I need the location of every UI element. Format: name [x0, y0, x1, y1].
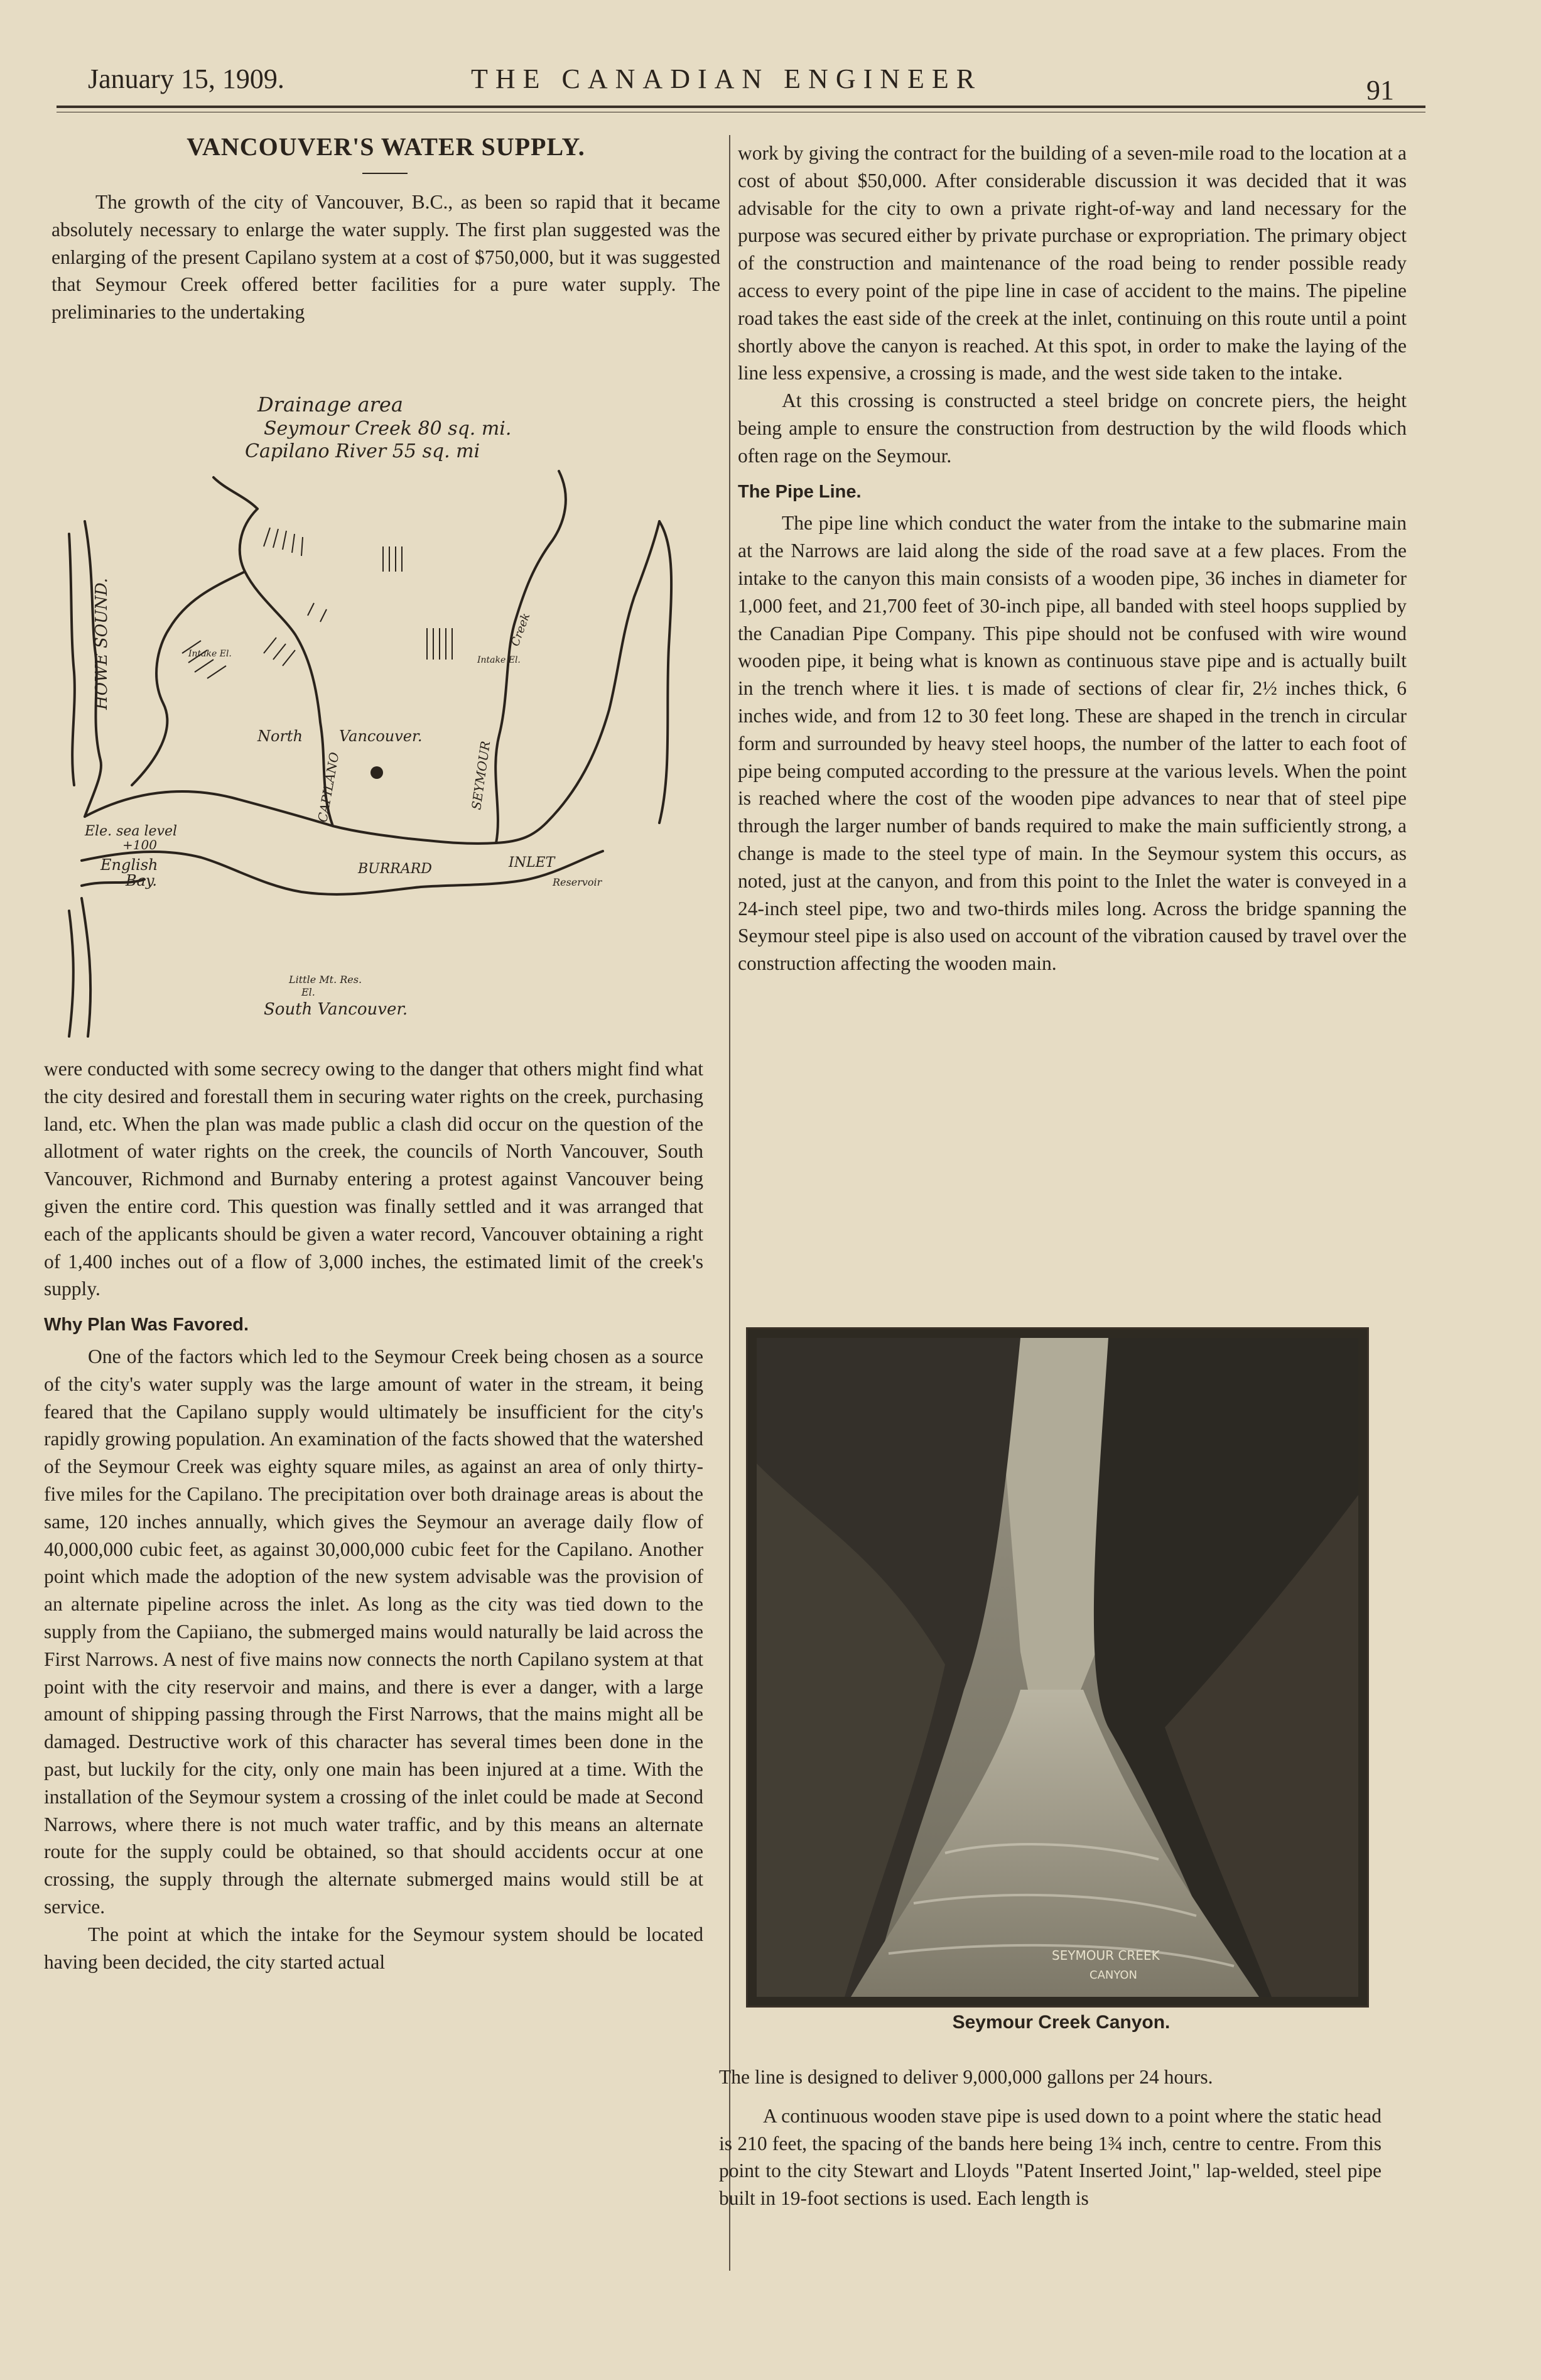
south-coast-2 — [69, 911, 73, 1036]
map-reservoir: Reservoir — [553, 876, 602, 888]
map-inlet: INLET — [509, 855, 555, 871]
left-column-intro — [51, 188, 720, 326]
howe-sound-shore-west — [69, 534, 75, 785]
capilano-upper — [214, 477, 257, 509]
left-column-body — [44, 1055, 703, 1975]
map-north: North — [257, 727, 303, 745]
map-south-vancouver: South Vancouver. — [264, 1000, 408, 1019]
south-coast — [82, 898, 90, 1036]
right-column-body — [738, 139, 1407, 977]
photo-inscription-1: SEYMOUR CREEK — [1052, 1948, 1160, 1963]
pipe-line-paragraph: The pipe line which conduct the water from the intake to the submarine main at the Narrows are laid along the side of the road save at a few places. From the intake to the canyon this main consists of a wooden pipe, 36 inches in diameter for 1,000 feet, and 21,700 feet of 30-inch pipe, all banded with steel hoops supplied by the Canadian Pipe Company. This pipe should not be confused with wire wound wooden pipe, it being what is known as continuous stave pipe and is actually built in the trench where it lies. t is made of sections of clear fir, 2½ inches thick, 6 inches wide, and from 12 to 30 feet long. These are shaped in the trench in circular form and surrounded by heavy steel hoops, the number of the latter to each foot of pipe being computed according to the pressure at the various levels. When the point is reached where the cost of the wooden pipe advances to near that of steel pipe through the larger number of bands required to make the main sufficiently strong, a change is made to the steel type of main. In the Seymour system this occurs, as noted, just at the canyon, and from this point to the Inlet the water is conveyed in a 24-inch steel pipe, two and two-thirds miles long. Across the bridge spanning the Seymour steel pipe is also used on account of the vibration caused by travel over the construction affecting the wooden main. — [738, 512, 1407, 975]
left-paragraph-1: were conducted with some secrecy owing to the danger that others might find what the city desired and forestall them in securing water rights on the creek, purchasing land, etc. When the plan was made public a clash did occur on the question of the allotment of water rights on the creek, the councils of North Vancouver, South Vancouver, Richmond and Burnaby entering a protest against Vancouver being given the entire cord. This question was finally settled and it was arranged that each of the applicants should be given a water record, Vancouver obtaining a right of 1,400 inches out of a flow of 3,000 inches, the estimated limit of the creek's supply. — [44, 1058, 703, 1300]
map-legend-seymour: Seymour Creek 80 sq. mi. — [264, 418, 512, 440]
map-creek: Creek — [508, 611, 533, 648]
column-divider — [729, 135, 730, 2271]
right-paragraph-1: work by giving the contract for the building of a seven-mile road to the location at a cost of about $50,000. After considerable discussion it was decided that it was advisable for the city to own a private right-of-way and land necessary for the purpose was secured either by private purchase or expropriation. The primary object of the construction and maintenance of the road being to render possible ready access to every point of the pipe line in case of accident to the mains. The pipeline road takes the east side of the creek at the inlet, continuing on this route until a point shortly above the canyon is reached. At this spot, in order to make the laying of the line less expensive, a crossing is made, and the west side taken to the intake. — [738, 142, 1407, 384]
section-heading-why-plan: Why Plan Was Favored. — [44, 1315, 249, 1335]
right-column-bottom — [719, 2063, 1381, 2212]
journal-title: THE CANADIAN ENGINEER — [471, 63, 983, 94]
map-intake-left: Intake El. — [188, 649, 232, 659]
map-seymour: SEYMOUR — [468, 740, 494, 811]
canyon-photo-image — [757, 1338, 1358, 1997]
capilano-west — [132, 572, 245, 785]
intake-paragraph: The point at which the intake for the Seymour system should be located having been decided, the city started actual — [44, 1923, 703, 1973]
map-english-bay-2: Bay. — [126, 872, 157, 889]
title-dash — [362, 173, 408, 174]
photo-inscription-2: CANYON — [1090, 1969, 1137, 1982]
capilano-river — [240, 509, 333, 826]
seymour-east — [546, 521, 659, 823]
photo-caption: Seymour Creek Canyon. — [952, 2012, 1171, 2033]
map-legend-title: Drainage area — [257, 393, 403, 416]
page-number: 91 — [1366, 75, 1394, 106]
canyon-photograph — [746, 1327, 1369, 2008]
running-header — [88, 63, 1394, 107]
map-sea-level: Ele. sea level — [85, 823, 178, 839]
section-heading-pipe-line: The Pipe Line. — [738, 481, 862, 502]
indian-arm — [659, 521, 671, 823]
article-title: VANCOUVER'S WATER SUPPLY. — [187, 133, 585, 161]
map-little-mt: Little Mt. Res. — [289, 974, 362, 986]
map-sea-level-2: +100 — [122, 837, 157, 852]
issue-date: January 15, 1909. — [88, 63, 284, 94]
vancouver-dot — [370, 766, 383, 779]
delivery-paragraph: The line is designed to deliver 9,000,000 gallons per 24 hours. — [719, 2066, 1213, 2088]
map-burrard: BURRARD — [358, 861, 432, 877]
right-paragraph-2: At this crossing is constructed a steel bridge on concrete piers, the height being ample to ensure the construction from destruction by the wild floods which often rage on the Seymour. — [738, 389, 1407, 467]
map-howe-sound: HOWE SOUND. — [92, 578, 111, 710]
map-little-mt-2: El. — [301, 986, 315, 998]
header-rule — [57, 106, 1425, 108]
map-vancouver: Vancouver. — [339, 727, 423, 745]
map-capilano: CAPILANO — [315, 751, 342, 823]
drainage-area-map — [57, 383, 703, 1043]
stave-pipe-paragraph: A continuous wooden stave pipe is used down to a point where the static head is 210 feet, the spacing of the bands here being 1¾ inch, centre to centre. From this point to the city Stewart and Lloyds "Patent Inserted Joint," lap-welded, steel pipe built in 19-foot sections is used. Each length is — [719, 2104, 1381, 2210]
intro-paragraph: The growth of the city of Vancouver, B.C., as been so rapid that it became absolutely necessary to enlarge the water supply. The first plan suggested was the enlarging of the present Capilano system at a cost of $750,000, but it was suggested that Seymour Creek offered better facilities for a pure water supply. The preliminaries to the undertaking — [51, 191, 720, 323]
map-legend-capilano: Capilano River 55 sq. mi — [245, 440, 480, 462]
map-english-bay: English — [100, 856, 158, 874]
why-plan-paragraph: One of the factors which led to the Seymour Creek being chosen as a source of the city's water supply was the large amount of water in the stream, it being feared that the Capilano supply would ultimately be insufficient for the city's rapidly growing population. An examination of the facts showed that the watershed of the Seymour Creek was eighty square miles, as against an area of only thirty-five miles for the Capilano. The precipitation over both drainage areas is about the same, 120 inches annually, which gives the Seymour an average daily flow of 40,000,000 cubic feet, as against 30,000,000 cubic feet for the Capilano. Another point which made the adoption of the new system advisable was the provision of an alternate pipeline across the inlet. As long as the city was tied down to the supply from the Capiiano, the submerged mains would naturally be laid across the First Narrows. A nest of five mains now connects the north Capilano system at that point with the city reservoir and mains, and there is ever a danger, with a large amount of shipping passing through the First Narrows, that the mains might all be damaged. Destructive work of this character has several times been done in the past, but luckily for the city, only one main has been injured at a time. With the installation of the Seymour system a crossing of the inlet could be made at Second Narrows, where there is not much water traffic, and by this means an alternate route for the supply could be obtained, so that should accidents occur at one crossing, the supply through the alternate submerged mains would still be at service. — [44, 1345, 703, 1918]
map-intake-right: Intake El. — [477, 655, 521, 665]
